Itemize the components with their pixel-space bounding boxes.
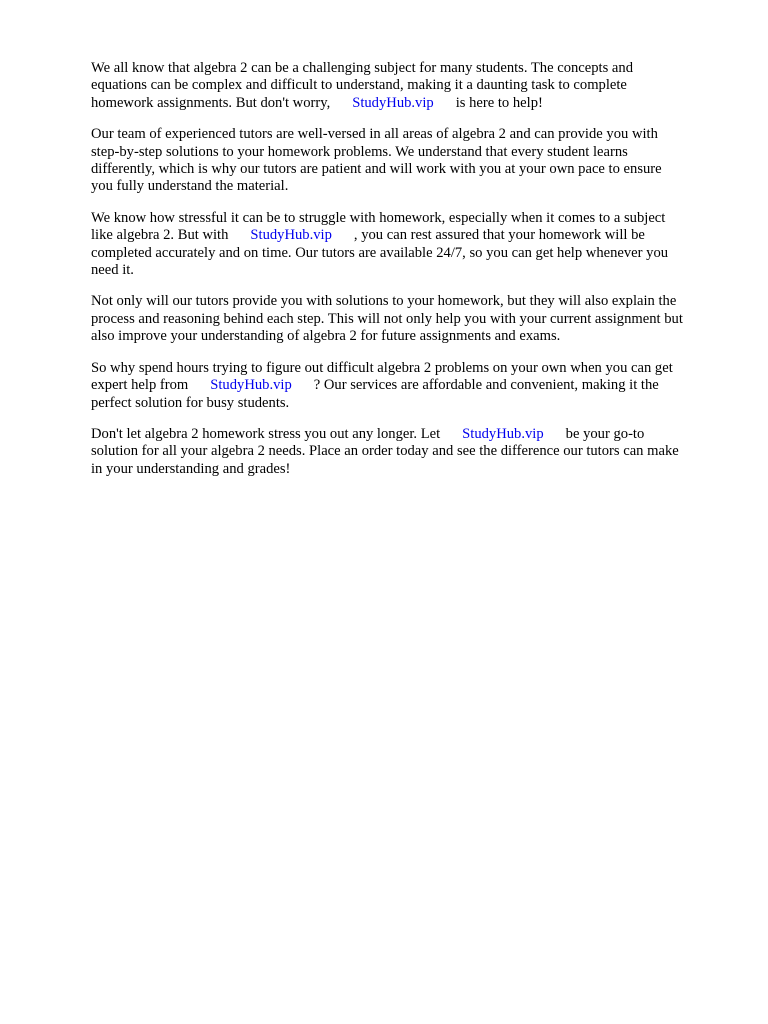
- paragraph-line: need it.: [91, 262, 134, 279]
- paragraph-6: [91, 426, 731, 478]
- paragraph-line: solution for all your algebra 2 needs. Place an order today and see the difference our tutors can make: [91, 443, 679, 460]
- paragraph-line: also improve your understanding of algebra 2 for future assignments and exams.: [91, 328, 561, 345]
- document-body: [91, 60, 731, 492]
- line-text-after: ? Our services are affordable and convenient, making it the: [313, 377, 659, 394]
- paragraph-line: [91, 95, 731, 112]
- line-text-after: be your go-to: [565, 425, 645, 442]
- paragraph-1: [91, 60, 731, 112]
- paragraph-line: We know how stressful it can be to struggle with homework, especially when it comes to a subject: [91, 209, 666, 226]
- line-text-before: expert help from: [91, 377, 189, 394]
- paragraph-line: differently, which is why our tutors are patient and will work with you at your own pace to ensure: [91, 161, 662, 178]
- paragraph-4: [91, 293, 731, 345]
- line-text-before: homework assignments. But don't worry,: [91, 94, 331, 111]
- paragraph-3: [91, 210, 731, 280]
- paragraph-line: completed accurately and on time. Our tutors are available 24/7, so you can get help whenever you: [91, 244, 669, 261]
- studyhub-link[interactable]: StudyHub.vip: [250, 227, 332, 244]
- line-text-before: Don't let algebra 2 homework stress you out any longer. Let: [91, 425, 441, 442]
- paragraph-line: perfect solution for busy students.: [91, 394, 290, 411]
- paragraph-line: We all know that algebra 2 can be a challenging subject for many students. The concepts and: [91, 60, 633, 76]
- paragraph-line: equations can be complex and difficult to understand, making it a daunting task to complete: [91, 77, 627, 94]
- paragraph-line: [91, 227, 731, 244]
- paragraph-line: [91, 377, 731, 394]
- studyhub-link[interactable]: StudyHub.vip: [462, 425, 544, 442]
- line-text-after: , you can rest assured that your homework will be: [353, 227, 645, 244]
- paragraph-5: [91, 360, 731, 412]
- paragraph-line: step-by-step solutions to your homework problems. We understand that every student learns: [91, 143, 628, 160]
- studyhub-link[interactable]: StudyHub.vip: [352, 94, 434, 111]
- paragraph-line: [91, 426, 731, 443]
- paragraph-line: Not only will our tutors provide you with solutions to your homework, but they will also explain the: [91, 293, 677, 310]
- line-text-after: is here to help!: [455, 94, 543, 111]
- studyhub-link[interactable]: StudyHub.vip: [210, 377, 292, 394]
- paragraph-line: in your understanding and grades!: [91, 460, 291, 477]
- paragraph-2: [91, 126, 731, 196]
- line-text-before: like algebra 2. But with: [91, 227, 229, 244]
- paragraph-line: you fully understand the material.: [91, 178, 289, 195]
- paragraph-line: process and reasoning behind each step. This will not only help you with your current assignment but: [91, 310, 683, 327]
- paragraph-line: So why spend hours trying to figure out difficult algebra 2 problems on your own when you can get: [91, 359, 673, 376]
- paragraph-line: Our team of experienced tutors are well-versed in all areas of algebra 2 and can provide you with: [91, 126, 658, 143]
